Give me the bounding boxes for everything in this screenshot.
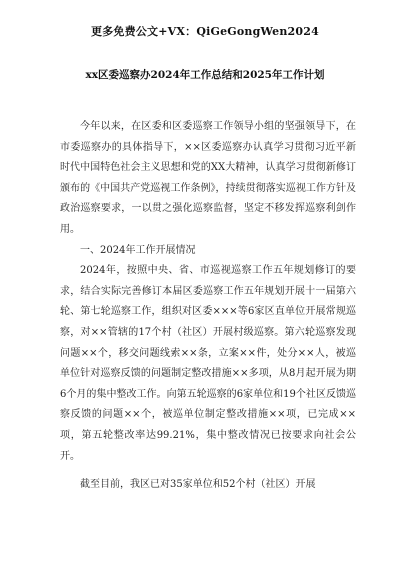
promo-banner: 更多免费公文+VX：QiGeGongWen2024 <box>91 25 319 38</box>
intro-paragraph: 今年以来，在区委和区委巡察工作领导小组的坚强领导下，在市委巡察办的具体指导下，××区委巡察办认真学习贯彻习近平新时代中国特色社会主义思想和党的XX大精神，认真学习贯彻新修订颁布的《中国共产党巡视工作条例》，持续贯彻落实巡视工作方针及政治巡察要求，一以贯之强化巡察监督，坚定不移发挥巡察利剑作用。 <box>60 121 356 235</box>
body-paragraph: 截至目前，我区已对35家单位和52个村（社区）开展 <box>80 479 316 491</box>
section-heading: 一、2024年工作开展情况 <box>80 244 196 256</box>
document-title: xx区委巡察办2024年工作总结和2025年工作计划 <box>85 69 325 81</box>
body-paragraph: 2024年，按照中央、省、市巡视巡察工作五年规划修订的要求，结合实际完善修订本届区委巡察工作五年规划开展十一届第六轮、第七轮巡察工作，组织对区委×××等6家区直单位开展常规巡察，对××管辖的17个村（社区）开展村级巡察。第六轮巡察发现问题××个，移交问题线索××条，立案××件，处分××人，被巡单位针对巡察反馈的问题制定整改措施××多项，从8月起开展为期6个月的集中整改工作。向第五轮巡察的6家单位和19个社区反馈巡察反馈的问题××个，被巡单位制定整改措施××项，已完成××项，第五轮整改率达99.21%，集中整改情况已按要求向社会公开。 <box>60 265 356 462</box>
document-body <box>60 117 356 496</box>
